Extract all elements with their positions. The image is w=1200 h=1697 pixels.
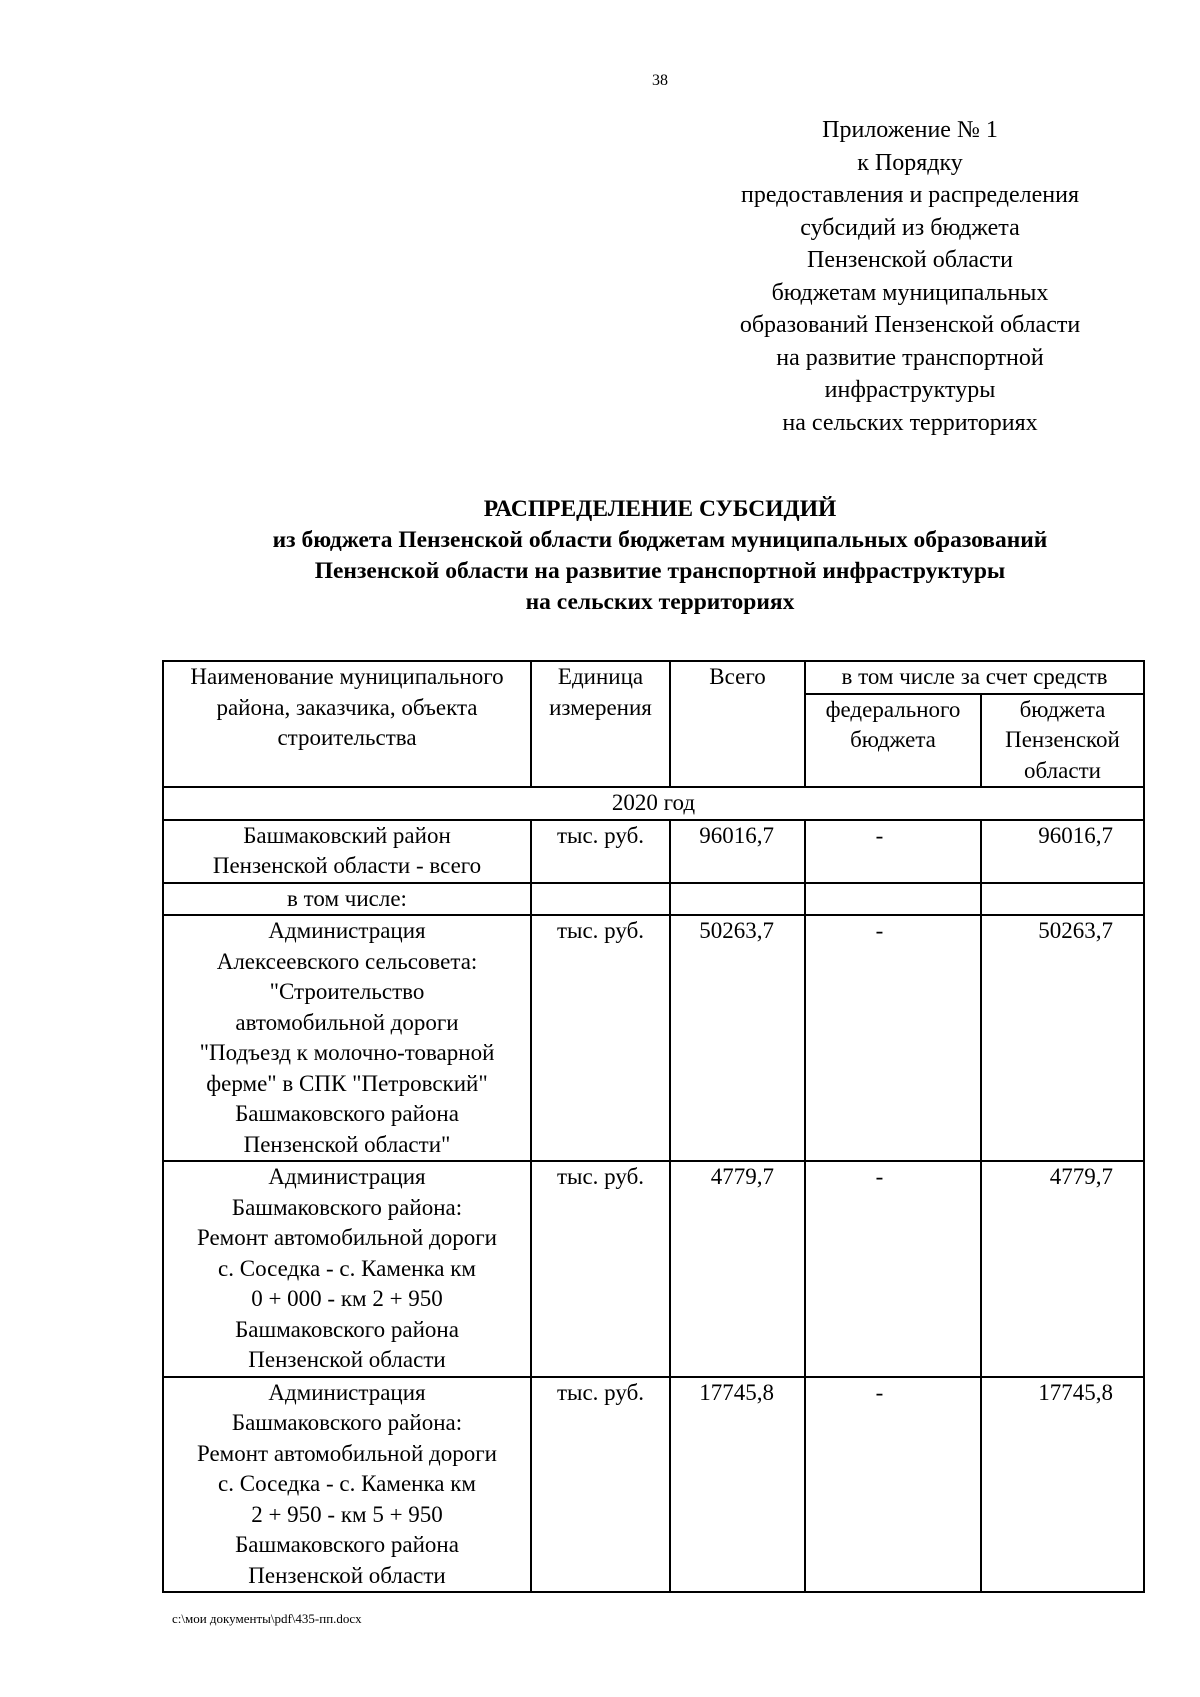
cell-total — [670, 883, 805, 916]
cell-name-line: Башмаковского района: — [231, 1194, 463, 1220]
appendix-line: образований Пензенской области — [739, 312, 1081, 338]
cell-name-line: с. Соседка - с. Каменка км — [218, 1471, 476, 1496]
appendix-line: на развитие транспортной — [776, 344, 1044, 371]
file-path-footer: c:\мои документы\pdf\435-пп.docx — [172, 1611, 362, 1626]
appendix-line: бюджетам муниципальных — [771, 279, 1049, 306]
cell-name — [163, 1377, 531, 1593]
appendix-line: Приложение № 1 — [822, 117, 998, 143]
cell-name-line: Алексеевского сельсовета: — [216, 948, 478, 974]
header-name: Наименование муниципального района, заказчика, объекта строительства — [163, 661, 531, 787]
cell-name-line: в том числе: — [287, 885, 407, 911]
table-header-row — [163, 661, 1144, 694]
cell-name-line: Администрация — [268, 1379, 426, 1405]
appendix-line: Пензенской области — [807, 247, 1013, 273]
cell-name-line: Башмаковского района — [235, 1316, 459, 1342]
table-row — [163, 1377, 1144, 1593]
cell-unit: тыс. руб. — [531, 820, 670, 883]
cell-unit: тыс. руб. — [531, 1377, 670, 1593]
header-federal: федерального бюджета — [805, 694, 981, 788]
cell-name — [163, 883, 531, 916]
year-row — [163, 787, 1144, 820]
table-row — [163, 820, 1144, 883]
cell-name — [163, 820, 531, 883]
title-line: на сельских территориях — [525, 589, 795, 615]
cell-total: 4779,7 — [670, 1161, 805, 1377]
table-body — [163, 820, 1144, 1593]
appendix-line: предоставления и распределения — [741, 182, 1079, 208]
cell-unit: тыс. руб. — [531, 915, 670, 1161]
cell-name-line: "Строительство — [269, 979, 425, 1004]
cell-total: 96016,7 — [670, 820, 805, 883]
cell-name-line: 2 + 950 - км 5 + 950 — [251, 1501, 443, 1527]
cell-federal — [805, 883, 981, 916]
cell-name-line: Башмаковского района: — [231, 1410, 463, 1435]
appendix-line: инфраструктуры — [824, 377, 996, 403]
header-unit: Единица измерения — [531, 661, 670, 787]
appendix-heading — [700, 114, 1120, 439]
appendix-line: субсидий из бюджета — [800, 214, 1020, 241]
cell-federal: - — [805, 1161, 981, 1377]
year-label: 2020 год — [163, 787, 1144, 820]
header-total: Всего — [670, 661, 805, 787]
cell-regional: 4779,7 — [981, 1161, 1144, 1377]
cell-name-line: Пензенской области - всего — [212, 853, 482, 878]
appendix-line: к Порядку — [857, 149, 963, 176]
cell-name-line: Ремонт автомобильной дороги — [196, 1225, 497, 1250]
cell-total: 17745,8 — [670, 1377, 805, 1593]
cell-name-line: Ремонт автомобильной дороги — [196, 1440, 497, 1466]
cell-unit: тыс. руб. — [531, 1161, 670, 1377]
cell-regional: 17745,8 — [981, 1377, 1144, 1593]
cell-name-line: с. Соседка - с. Каменка км — [218, 1255, 476, 1281]
cell-name-line: Башмаковского района — [235, 1532, 459, 1557]
cell-total: 50263,7 — [670, 915, 805, 1161]
cell-name-line: Башмаковского района — [235, 1101, 459, 1126]
cell-federal: - — [805, 915, 981, 1161]
document-title — [150, 494, 1170, 618]
title-line: РАСПРЕДЕЛЕНИЕ СУБСИДИЙ — [483, 496, 837, 522]
cell-regional: 50263,7 — [981, 915, 1144, 1161]
cell-name-line: Башмаковский район — [243, 822, 451, 848]
title-line: Пензенской области на развитие транспортной инфраструктуры — [314, 558, 1006, 584]
cell-name-line: 0 + 000 - км 2 + 950 — [251, 1286, 443, 1311]
cell-federal: - — [805, 820, 981, 883]
header-regional: бюджета Пензенской области — [981, 694, 1144, 788]
cell-name-line: Пензенской области" — [243, 1131, 451, 1157]
cell-name-line: Пензенской области — [248, 1562, 446, 1588]
cell-regional — [981, 883, 1144, 916]
cell-federal: - — [805, 1377, 981, 1593]
cell-unit — [531, 883, 670, 916]
cell-regional: 96016,7 — [981, 820, 1144, 883]
cell-name-line: "Подъезд к молочно-товарной — [199, 1040, 495, 1065]
table-row — [163, 915, 1144, 1161]
appendix-line: на сельских территориях — [782, 409, 1038, 436]
cell-name — [163, 915, 531, 1161]
cell-name-line: ферме" в СПК "Петровский" — [206, 1070, 488, 1096]
cell-name-line: Администрация — [268, 918, 426, 943]
page-number: 38 — [652, 72, 668, 89]
cell-name-line: Пензенской области — [248, 1347, 446, 1372]
subsidies-table — [162, 660, 1145, 1593]
cell-name-line: Администрация — [268, 1164, 426, 1189]
cell-name — [163, 1161, 531, 1377]
header-group: в том числе за счет средств — [805, 661, 1144, 694]
cell-name-line: автомобильной дороги — [235, 1009, 459, 1035]
table-row — [163, 1161, 1144, 1377]
table-row — [163, 883, 1144, 916]
title-line: из бюджета Пензенской области бюджетам муниципальных образований — [272, 527, 1048, 553]
